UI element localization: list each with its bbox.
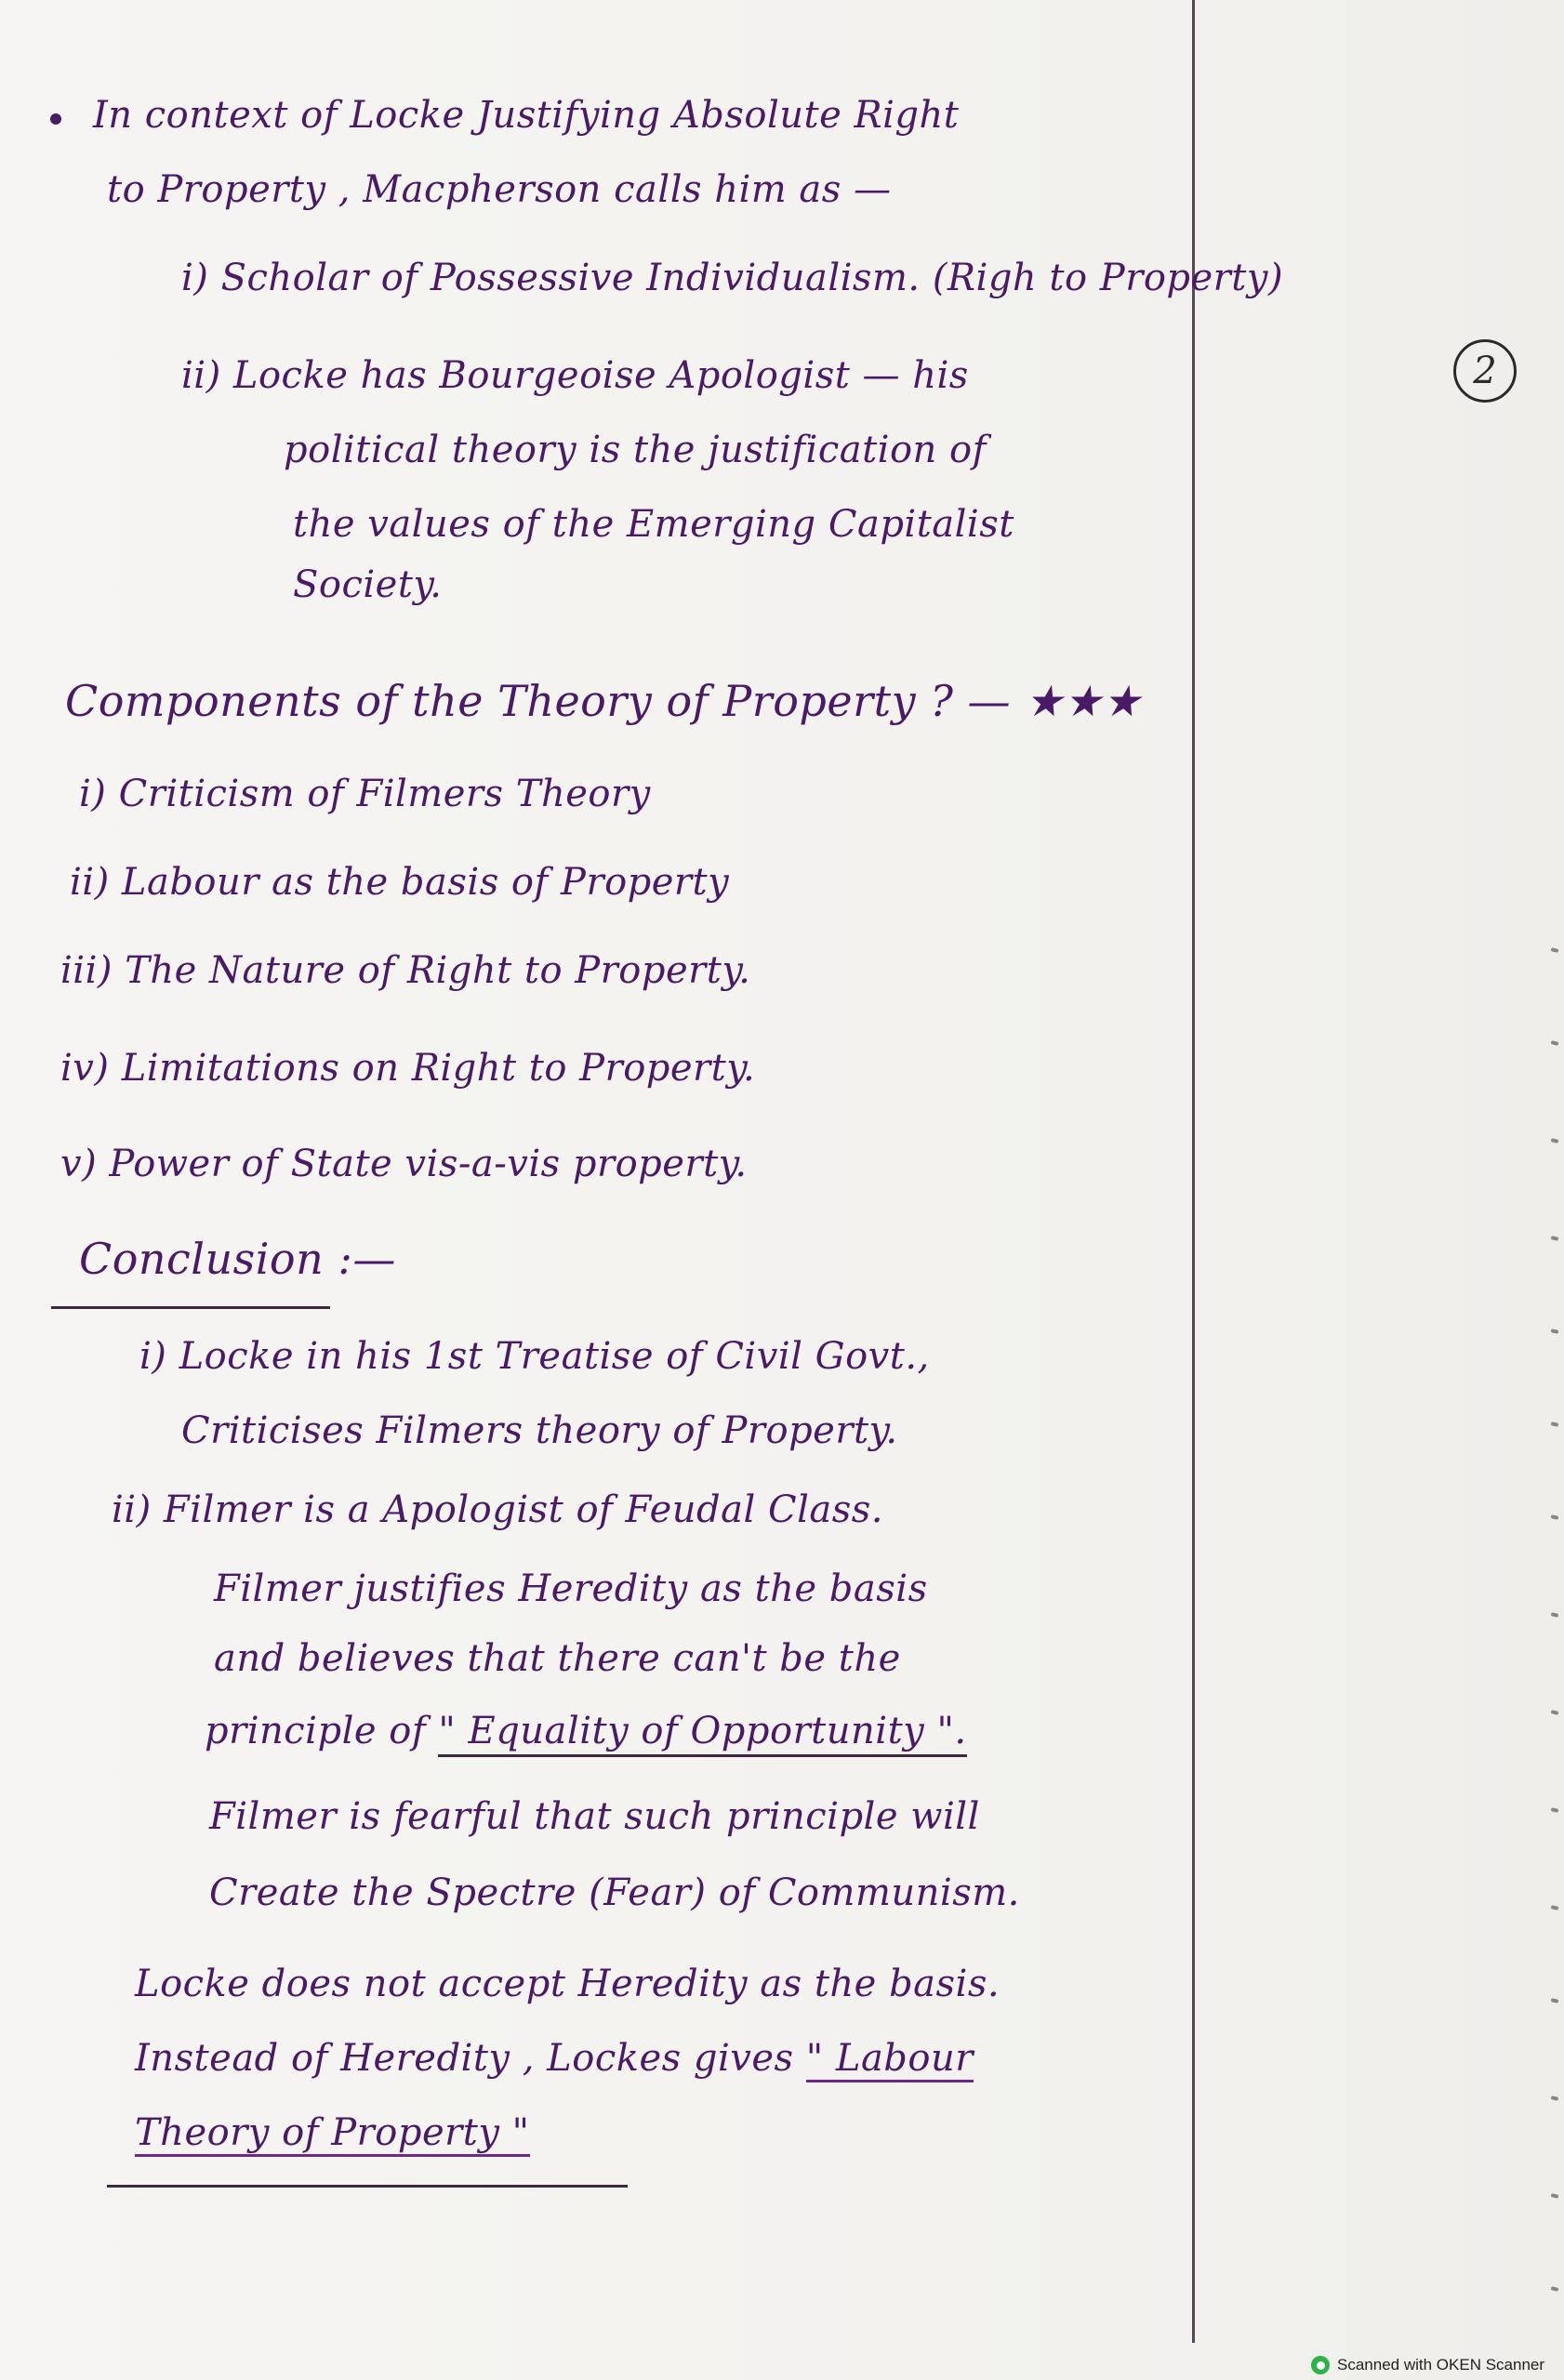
oken-logo-icon	[1311, 2356, 1330, 2374]
scanner-watermark	[1311, 2354, 1544, 2376]
intro-line-5: political theory is the justification of	[284, 429, 987, 471]
conclusion-line-10-text: Instead of Heredity , Lockes gives	[135, 2037, 806, 2080]
conclusion-line-8: Create the Spectre (Fear) of Communism.	[209, 1871, 1020, 1914]
page-number-badge	[1453, 339, 1517, 403]
conclusion-line-3: ii) Filmer is a Apologist of Feudal Class.	[112, 1488, 884, 1531]
conclusion-line-4: Filmer justifies Heredity as the basis	[214, 1567, 928, 1610]
conclusion-line-6	[205, 1709, 967, 1753]
heading-underline	[51, 1306, 330, 1309]
equality-of-opportunity: " Equality of Opportunity ".	[438, 1710, 966, 1757]
intro-line-1: In context of Locke Justifying Absolute Right	[93, 94, 960, 137]
component-item-4: iv) Limitations on Right to Property.	[60, 1047, 756, 1090]
page-number: 2	[1473, 350, 1497, 392]
conclusion-line-11	[135, 2110, 530, 2155]
conclusion-line-6-text: principle of	[205, 1710, 439, 1752]
bullet	[50, 113, 61, 125]
conclusion-line-2: Criticises Filmers theory of Property.	[181, 1409, 898, 1452]
intro-line-3: i) Scholar of Possessive Individualism. (Righ to Property)	[181, 257, 1284, 299]
closing-rule	[107, 2185, 628, 2188]
intro-line-2: to Property , Macpherson calls him as —	[107, 168, 892, 211]
component-item-2: ii) Labour as the basis of Property	[70, 861, 730, 904]
labour-theory-end: Theory of Property "	[135, 2111, 530, 2157]
component-item-5: v) Power of State vis-a-vis property.	[60, 1143, 748, 1185]
intro-line-7: Society.	[293, 563, 443, 606]
conclusion-line-9: Locke does not accept Heredity as the basis.	[135, 1963, 1001, 2005]
conclusion-line-7: Filmer is fearful that such principle will	[209, 1795, 980, 1838]
components-heading: Components of the Theory of Property ? — ★★★	[65, 676, 1142, 726]
margin-line	[1192, 0, 1195, 2343]
component-item-3: iii) The Nature of Right to Property.	[60, 949, 751, 992]
scanner-label: Scanned with OKEN Scanner	[1337, 2356, 1545, 2373]
conclusion-line-10	[135, 2036, 974, 2081]
conclusion-line-5: and believes that there can't be the	[214, 1637, 901, 1680]
conclusion-heading: Conclusion :—	[79, 1234, 396, 1284]
intro-line-4: ii) Locke has Bourgeoise Apologist — his	[181, 354, 969, 397]
labour-theory-start: " Labour	[806, 2037, 974, 2082]
intro-line-6: the values of the Emerging Capitalist	[293, 503, 1014, 546]
component-item-1: i) Criticism of Filmers Theory	[79, 773, 651, 815]
conclusion-line-1: i) Locke in his 1st Treatise of Civil Govt.,	[139, 1335, 930, 1378]
